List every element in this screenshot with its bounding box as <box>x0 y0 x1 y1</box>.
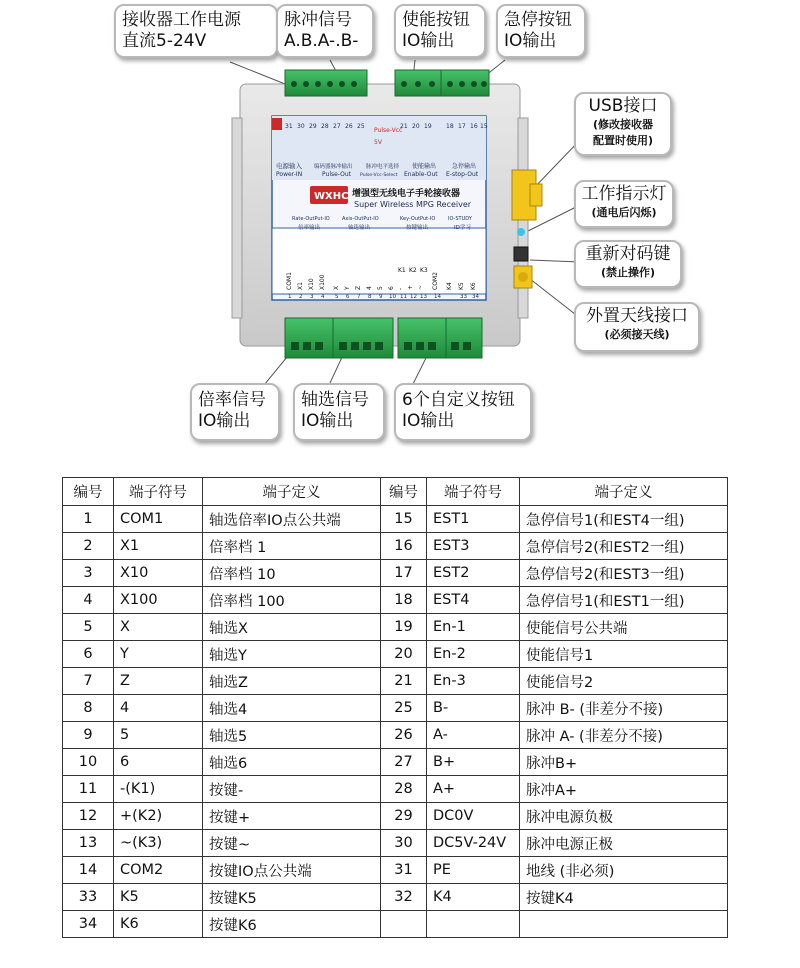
terminal-name-label: + <box>407 284 414 290</box>
top-pin-label: 29 <box>309 123 317 130</box>
table-row <box>63 587 728 614</box>
cell-number: 31 <box>381 857 427 884</box>
callout-title: 急停按钮 <box>504 10 572 30</box>
power-in-label-cn: 电源输入 <box>276 162 302 170</box>
cell-number: 20 <box>381 641 427 668</box>
cell-terminal-definition: 急停信号2(和EST3一组) <box>520 560 728 587</box>
bottom-pin-label: 6 <box>346 294 350 300</box>
cell-number: 18 <box>381 587 427 614</box>
cell-terminal-definition: 脉冲A+ <box>520 776 728 803</box>
top-pin-label: 30 <box>297 123 305 130</box>
cell-terminal-definition: 轴选5 <box>203 722 381 749</box>
cell-number: 5 <box>63 614 114 641</box>
cell-terminal-definition: 倍率档 100 <box>203 587 381 614</box>
callout-title: 轴选信号 <box>301 390 369 410</box>
callout-pulse-signal <box>276 4 374 58</box>
callout-enable-button <box>394 4 486 58</box>
cell-terminal-symbol: X100 <box>114 587 203 614</box>
cell-terminal-symbol: B+ <box>427 749 520 776</box>
table-header-row <box>63 478 728 506</box>
pulse-vcc-select-label-cn: 脉冲电平选择 <box>366 164 400 170</box>
table-row <box>63 911 728 938</box>
estop-out-label-en: E-stop-Out <box>446 171 479 178</box>
cell-terminal-symbol: 5 <box>114 722 203 749</box>
device-brand <box>310 186 348 204</box>
table-row <box>63 803 728 830</box>
table-row <box>63 560 728 587</box>
table-row <box>63 722 728 749</box>
io-study-label-cn: ID学习 <box>454 225 471 231</box>
cell-terminal-definition: 急停信号2(和EST2一组) <box>520 533 728 560</box>
axis-output-label-en: Axis-OutPut-IO <box>342 216 379 222</box>
pulse-vcc-select-label-en: Pulse-Vcc-Select <box>360 173 398 178</box>
pulse-5v-label: 5V <box>374 139 382 146</box>
cell-terminal-definition: 轴选X <box>203 614 381 641</box>
bottom-pin-label: 5 <box>335 294 339 300</box>
top-pin-label: 21 <box>400 123 408 130</box>
terminal-name-label: ~ <box>417 284 424 290</box>
bottom-pin-label: 11 <box>400 294 407 300</box>
cell-number: 29 <box>381 803 427 830</box>
callout-subtitle: (通电后闪烁) <box>591 206 657 219</box>
table-row <box>63 506 728 533</box>
cell-number: 32 <box>381 884 427 911</box>
table-row <box>63 614 728 641</box>
cell-terminal-symbol: X <box>114 614 203 641</box>
terminal-definition-table <box>62 477 728 938</box>
key-name-label: K2 <box>409 267 417 274</box>
terminal-name-label: 6 <box>388 286 395 290</box>
cell-terminal-symbol: Y <box>114 641 203 668</box>
cell-terminal-definition: 轴选Y <box>203 641 381 668</box>
cell-terminal-definition: 使能信号2 <box>520 668 728 695</box>
cell-terminal-definition: 轴选Z <box>203 668 381 695</box>
cell-number: 19 <box>381 614 427 641</box>
table-row <box>63 884 728 911</box>
callout-title: 接收器工作电源 <box>122 10 241 30</box>
bottom-pin-label: 4 <box>321 294 325 300</box>
key-output-label-en: Key-OutPut-IO <box>400 216 436 222</box>
bottom-pin-label: 1 <box>288 294 292 300</box>
cell-terminal-definition <box>520 911 728 938</box>
bottom-terminal-blocks <box>285 318 482 358</box>
bottom-pin-label: 2 <box>299 294 303 300</box>
cell-terminal-definition: 按键IO点公共端 <box>203 857 381 884</box>
cell-terminal-symbol: X10 <box>114 560 203 587</box>
header-number: 编号 <box>63 478 114 506</box>
cell-terminal-symbol: EST2 <box>427 560 520 587</box>
top-pin-label: 15 <box>480 123 488 130</box>
cell-number: 27 <box>381 749 427 776</box>
callout-subtitle-2: 配置时使用) <box>592 134 654 147</box>
top-pin-label: 26 <box>345 123 353 130</box>
top-pin-label: 20 <box>412 123 420 130</box>
callout-antenna-port <box>574 302 700 352</box>
pulse-vcc-label: Pulse-Vcc <box>374 127 403 134</box>
cell-terminal-symbol: K6 <box>114 911 203 938</box>
cell-terminal-definition: 按键K4 <box>520 884 728 911</box>
estop-out-label-cn: 急停输出 <box>452 163 477 170</box>
callout-subtitle: (必须接天线) <box>604 328 670 341</box>
pulse-out-label-en: Pulse-Out <box>322 171 352 178</box>
header-number: 编号 <box>381 478 427 506</box>
cell-number: 11 <box>63 776 114 803</box>
cell-terminal-symbol: A- <box>427 722 520 749</box>
bottom-pin-label: 34 <box>472 294 479 300</box>
cell-terminal-definition: 使能信号1 <box>520 641 728 668</box>
axis-output-label-cn: 轴选输出 <box>348 225 371 231</box>
cell-terminal-symbol: En-1 <box>427 614 520 641</box>
usb-port <box>512 170 542 220</box>
top-pin-label: 28 <box>321 123 329 130</box>
callout-title: 使能按钮 <box>402 10 470 30</box>
top-pin-label: 25 <box>357 123 365 130</box>
rate-output-label-cn: 倍率输出 <box>298 225 321 231</box>
terminal-name-label: K4 <box>446 282 453 290</box>
bottom-pin-label: 8 <box>368 294 372 300</box>
callout-subtitle: (修改接收器 <box>592 118 654 131</box>
cell-terminal-symbol: B- <box>427 695 520 722</box>
table-row <box>63 641 728 668</box>
terminal-name-label: X100 <box>319 274 326 290</box>
top-pin-label: 27 <box>333 123 341 130</box>
enable-out-label-cn: 使能输出 <box>412 163 437 170</box>
cell-terminal-definition: 轴选倍率IO点公共端 <box>203 506 381 533</box>
cell-terminal-definition: 倍率档 10 <box>203 560 381 587</box>
key-name-label: K1 <box>398 267 406 274</box>
table-row <box>63 749 728 776</box>
terminal-name-label: COM1 <box>286 272 293 290</box>
cell-number: 30 <box>381 830 427 857</box>
terminal-name-label: K6 <box>470 282 477 290</box>
cell-terminal-symbol: PE <box>427 857 520 884</box>
cell-terminal-symbol: En-2 <box>427 641 520 668</box>
key-name-labels <box>398 267 428 274</box>
callout-subtitle: IO输出 <box>301 411 354 431</box>
callout-rate-signal <box>190 383 280 441</box>
cell-terminal-symbol: EST1 <box>427 506 520 533</box>
callout-title: 工作指示灯 <box>581 184 667 204</box>
cell-terminal-definition: 脉冲 A- (非差分不接) <box>520 722 728 749</box>
cell-number: 33 <box>63 884 114 911</box>
callout-subtitle: A.B.A-.B- <box>284 31 359 51</box>
top-pin-label: 19 <box>424 123 432 130</box>
bottom-pin-label: 33 <box>460 294 467 300</box>
callout-title: 倍率信号 <box>198 390 266 410</box>
cell-number: 13 <box>63 830 114 857</box>
cell-terminal-definition: 轴选6 <box>203 749 381 776</box>
io-study-label-en: IO-STUDY <box>448 216 472 222</box>
cell-terminal-definition: 轴选4 <box>203 695 381 722</box>
key-name-label: K3 <box>420 267 428 274</box>
callout-axis-signal <box>293 383 385 441</box>
cell-number: 21 <box>381 668 427 695</box>
cell-number: 6 <box>63 641 114 668</box>
cell-terminal-definition: 按键+ <box>203 803 381 830</box>
cell-terminal-symbol <box>427 911 520 938</box>
terminal-name-label: Y <box>344 286 351 290</box>
top-pin-label: 16 <box>470 123 478 130</box>
bottom-pin-label: 9 <box>379 294 383 300</box>
callout-title: USB接口 <box>588 96 658 116</box>
header-terminal-definition: 端子定义 <box>203 478 381 506</box>
cell-terminal-definition: 按键- <box>203 776 381 803</box>
cell-terminal-definition: 脉冲电源负极 <box>520 803 728 830</box>
terminal-name-label: X1 <box>297 282 304 290</box>
cell-terminal-definition: 脉冲B+ <box>520 749 728 776</box>
callout-subtitle: IO输出 <box>198 411 251 431</box>
callout-power-supply <box>114 4 278 58</box>
cell-terminal-symbol: +(K2) <box>114 803 203 830</box>
header-terminal-symbol: 端子符号 <box>114 478 203 506</box>
bottom-pin-label: 14 <box>434 294 441 300</box>
callout-indicator-light <box>574 180 674 228</box>
cell-number: 4 <box>63 587 114 614</box>
cell-terminal-symbol: DC5V-24V <box>427 830 520 857</box>
callout-subtitle: 直流5-24V <box>122 31 207 51</box>
cell-terminal-symbol: DC0V <box>427 803 520 830</box>
header-terminal-symbol: 端子符号 <box>427 478 520 506</box>
pairing-button <box>514 247 528 261</box>
cell-terminal-definition: 急停信号1(和EST4一组) <box>520 506 728 533</box>
terminal-name-label: 4 <box>366 286 373 290</box>
cell-terminal-symbol: COM2 <box>114 857 203 884</box>
cell-terminal-symbol: A+ <box>427 776 520 803</box>
cell-terminal-symbol: K4 <box>427 884 520 911</box>
top-pin-label: 17 <box>458 123 466 130</box>
table-row <box>63 533 728 560</box>
cell-terminal-symbol: -(K1) <box>114 776 203 803</box>
cell-number: 14 <box>63 857 114 884</box>
pulse-out-label-cn: 编码器脉冲输出 <box>314 164 353 170</box>
cell-terminal-definition: 急停信号1(和EST1一组) <box>520 587 728 614</box>
cell-number: 2 <box>63 533 114 560</box>
cell-terminal-symbol: En-3 <box>427 668 520 695</box>
device-title-en: Super Wireless MPG Receiver <box>354 200 472 209</box>
cell-terminal-definition: 地线 (非必须) <box>520 857 728 884</box>
callout-subtitle: IO输出 <box>402 31 455 51</box>
cell-terminal-symbol: Z <box>114 668 203 695</box>
callout-subtitle: (禁止操作) <box>600 266 656 279</box>
callout-subtitle: IO输出 <box>402 411 455 431</box>
bottom-pin-label: 13 <box>420 294 427 300</box>
cell-terminal-definition: 脉冲电源正极 <box>520 830 728 857</box>
header-terminal-definition: 端子定义 <box>520 478 728 506</box>
cell-number: 1 <box>63 506 114 533</box>
callout-custom-buttons <box>394 383 532 441</box>
cell-number: 16 <box>381 533 427 560</box>
cell-number: 17 <box>381 560 427 587</box>
table-row <box>63 857 728 884</box>
terminal-name-label: COM2 <box>432 272 439 290</box>
enable-out-label-en: Enable-Out <box>404 171 438 178</box>
bottom-pin-label: 3 <box>310 294 314 300</box>
cell-terminal-definition: 按键~ <box>203 830 381 857</box>
rate-output-label-en: Rate-OutPut-IO <box>292 216 330 222</box>
terminal-name-label: - <box>397 287 404 290</box>
cell-number: 10 <box>63 749 114 776</box>
terminal-name-label: X <box>333 285 340 290</box>
cell-number: 7 <box>63 668 114 695</box>
callout-subtitle: IO输出 <box>504 31 557 51</box>
bottom-pin-label: 7 <box>357 294 361 300</box>
cell-terminal-symbol: 4 <box>114 695 203 722</box>
cell-terminal-symbol: COM1 <box>114 506 203 533</box>
cell-terminal-definition: 使能信号公共端 <box>520 614 728 641</box>
callout-title: 重新对码键 <box>585 244 671 264</box>
key-output-label-cn: 按键输出 <box>406 225 429 231</box>
callout-pairing-key <box>574 240 682 288</box>
cell-terminal-symbol: ~(K3) <box>114 830 203 857</box>
cell-number: 34 <box>63 911 114 938</box>
cell-terminal-definition: 按键K5 <box>203 884 381 911</box>
cell-number: 15 <box>381 506 427 533</box>
cell-terminal-definition: 按键K6 <box>203 911 381 938</box>
cell-terminal-definition: 脉冲 B- (非差分不接) <box>520 695 728 722</box>
cell-terminal-symbol: EST4 <box>427 587 520 614</box>
device-title-cn: 增强型无线电子手轮接收器 <box>352 189 461 199</box>
cell-number: 3 <box>63 560 114 587</box>
table-row <box>63 776 728 803</box>
cell-number: 9 <box>63 722 114 749</box>
terminal-name-label: K5 <box>458 282 465 290</box>
terminal-name-label: Z <box>355 285 362 290</box>
cell-number: 26 <box>381 722 427 749</box>
callout-title: 外置天线接口 <box>586 306 688 326</box>
cell-terminal-symbol: 6 <box>114 749 203 776</box>
cell-number: 8 <box>63 695 114 722</box>
cell-terminal-definition: 倍率档 1 <box>203 533 381 560</box>
table-row <box>63 668 728 695</box>
top-pin-label: 31 <box>285 123 293 130</box>
table-row <box>63 695 728 722</box>
cell-terminal-symbol: X1 <box>114 533 203 560</box>
callout-title: 6个自定义按钮 <box>402 390 515 410</box>
cell-number <box>381 911 427 938</box>
top-pin-label: 18 <box>446 123 454 130</box>
terminal-name-label: X10 <box>308 278 315 290</box>
terminal-name-label: 5 <box>377 286 384 290</box>
callout-usb-port <box>574 92 672 156</box>
callout-title: 脉冲信号 <box>284 10 352 30</box>
power-in-label-en: Power-IN <box>276 171 303 178</box>
cell-number: 25 <box>381 695 427 722</box>
antenna-connector <box>514 266 532 288</box>
indicator-led <box>517 228 525 236</box>
bottom-pin-label: 10 <box>389 294 396 300</box>
cell-terminal-symbol: K5 <box>114 884 203 911</box>
bottom-pin-label: 12 <box>410 294 417 300</box>
table-row <box>63 830 728 857</box>
cell-number: 12 <box>63 803 114 830</box>
callout-estop-button <box>496 4 586 58</box>
cell-terminal-symbol: EST3 <box>427 533 520 560</box>
brand-logo-text: WXHC <box>314 191 349 202</box>
cell-number: 28 <box>381 776 427 803</box>
